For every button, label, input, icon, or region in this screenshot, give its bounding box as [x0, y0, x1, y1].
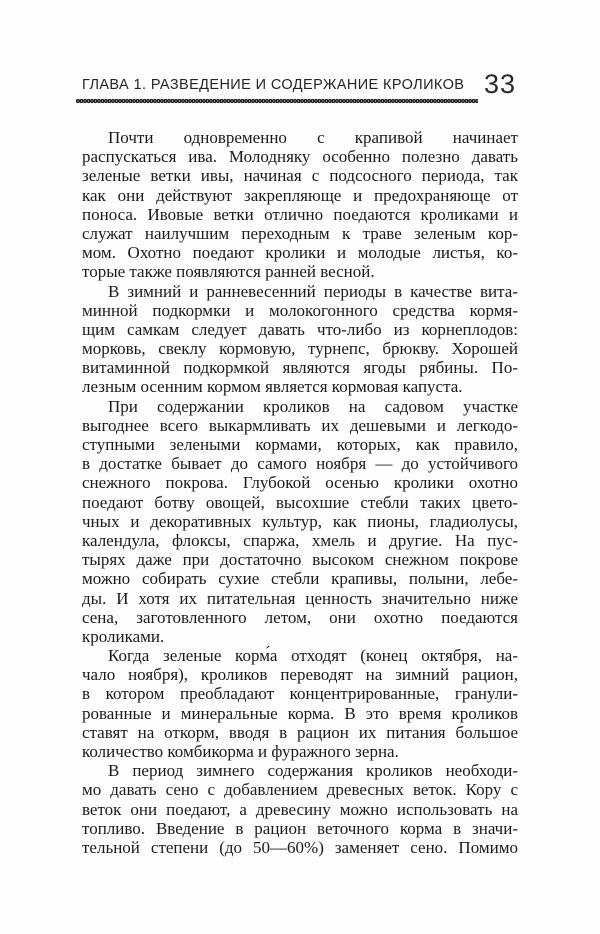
- text-line: морковь, свеклу кормовую, турнепс, брюкву. Хорошей: [82, 339, 518, 359]
- text-line: служат наилучшим переходным к траве зеленым кор-: [82, 223, 518, 243]
- text-line: минной подкормки и молокогонного средства кормя-: [82, 300, 518, 320]
- text-line: кроликами.: [82, 626, 165, 646]
- paragraph: [82, 646, 518, 761]
- text-line: снежного покрова. Глубокой осенью кролики охотно: [82, 473, 518, 493]
- text-line: мо давать сено с добавлением древесных веток. Кору с: [82, 780, 518, 800]
- paragraph: [82, 397, 518, 646]
- paragraph: [82, 282, 518, 397]
- text-line: веток они поедают, а древесину можно использовать на: [82, 799, 518, 819]
- text-line: ступными зелеными кормами, которых, как правило,: [82, 435, 518, 454]
- text-line: ставят на откорм, вводя в рацион их питания большое: [82, 722, 518, 742]
- page-number: 33: [484, 69, 517, 99]
- text-line: сена, заготовленного летом, они охотно поедаются: [82, 607, 518, 627]
- text-line: лезным осенним кормом является кормовая капуста.: [82, 377, 463, 397]
- text-line: тельной степени (до 50—60%) заменяет сено. Помимо: [82, 837, 518, 857]
- text-line: выгоднее всего выкармливать их дешевыми и легкодо-: [82, 415, 518, 435]
- text-line: количество комбикорма и фуражного зерна.: [82, 742, 399, 761]
- text-line: В зимний и ранневесенний периоды в качестве вита-: [108, 281, 518, 301]
- text-line: Почти одновременно с крапивой начинает: [108, 128, 518, 147]
- text-line: топливо. Введение в рацион веточного корма в значи-: [82, 818, 518, 838]
- text-line: можно собирать сухие стебли крапивы, полыни, лебе-: [82, 569, 518, 589]
- text-line: поноса. Ивовые ветки отлично поедаются кроликами и: [82, 204, 518, 224]
- text-line: как они действуют закрепляюще и предохраняюще от: [82, 185, 518, 205]
- text-line: календула, флоксы, спаржа, хмель и другие. На пус-: [82, 530, 518, 550]
- text-line: в котором преобладают концентрированные, гранули-: [82, 684, 518, 704]
- text-line: торые также появляются ранней весной.: [82, 262, 375, 282]
- paragraph: [82, 128, 518, 282]
- page-body: [82, 128, 518, 857]
- decorative-divider: [76, 98, 478, 104]
- text-line: зеленые ветки ивы, начиная с подсосного периода, так: [82, 166, 518, 186]
- text-line: тырях даже при достаточно высоком снежном покрове: [82, 550, 518, 570]
- text-line: распускаться ива. Молодняку особенно полезно давать: [82, 147, 518, 167]
- paragraph: [82, 761, 518, 857]
- text-line: ды. И хотя их питательная ценность значительно ниже: [82, 588, 518, 608]
- text-line: При содержании кроликов на садовом участке: [108, 396, 518, 416]
- text-line: в достатке бывает до самого ноября — до устойчивого: [82, 454, 518, 474]
- text-line: Когда зеленые корм́а отходят (конец октября, на-: [108, 646, 518, 666]
- chapter-title: ГЛАВА 1. РАЗВЕДЕНИЕ И СОДЕРЖАНИЕ КРОЛИКОВ: [82, 77, 465, 93]
- text-line: мом. Охотно поедают кролики и молодые листья, ко-: [82, 243, 518, 263]
- text-line: рованные и минеральные корма. В это время кроликов: [82, 703, 518, 723]
- text-line: В период зимнего содержания кроликов необходи-: [108, 761, 518, 781]
- text-line: витаминной подкормкой являются ягоды рябины. По-: [82, 358, 518, 378]
- text-line: чало ноября), кроликов переводят на зимний рацион,: [82, 665, 518, 685]
- text-line: щим самкам следует давать что-либо из корнеплодов:: [82, 319, 518, 339]
- text-line: чных и декоративных культур, как пионы, гладиолусы,: [82, 511, 518, 531]
- text-line: поедают ботву овощей, высохшие стебли таких цвето-: [82, 492, 518, 512]
